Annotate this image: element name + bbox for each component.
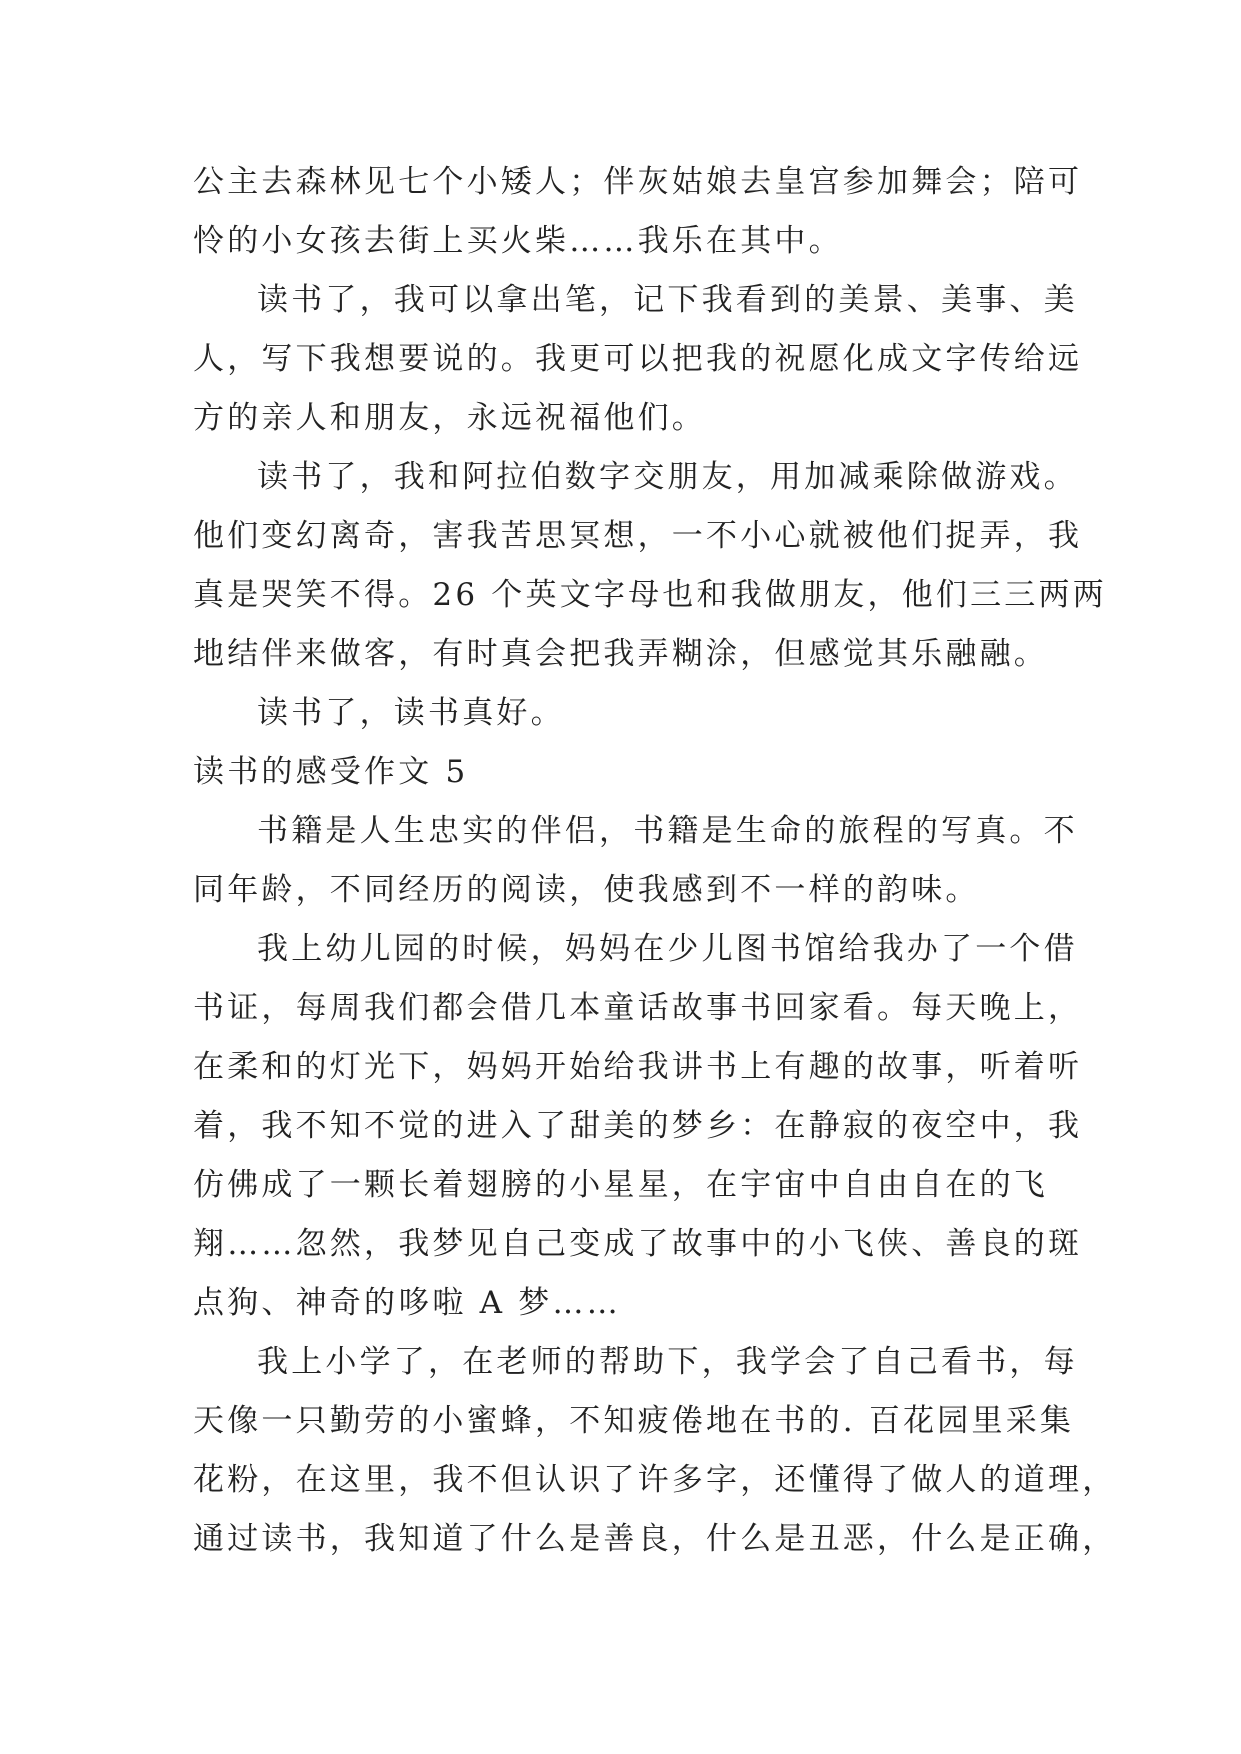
text-line: 他们变幻离奇，害我苦思冥想，一不小心就被他们捉弄，我 xyxy=(193,518,1083,554)
text-line: 在柔和的灯光下，妈妈开始给我讲书上有趣的故事，听着听 xyxy=(193,1049,1083,1085)
text-line: 地结伴来做客，有时真会把我弄糊涂，但感觉其乐融融。 xyxy=(193,636,1048,672)
text-line: 仿佛成了一颗长着翅膀的小星星，在宇宙中自由自在的飞 xyxy=(193,1167,1048,1203)
text-line: 同年龄，不同经历的阅读，使我感到不一样的韵味。 xyxy=(193,872,980,908)
text-line: 书证，每周我们都会借几本童话故事书回家看。每天晚上， xyxy=(193,990,1083,1026)
text-line: 怜的小女孩去街上买火柴……我乐在其中。 xyxy=(193,223,843,259)
paragraph-start: 读书了，读书真好。 xyxy=(257,695,565,731)
paragraph-start: 读书了，我可以拿出笔，记下我看到的美景、美事、美 xyxy=(257,282,1078,318)
paragraph-start: 我上幼儿园的时候，妈妈在少儿图书馆给我办了一个借 xyxy=(257,931,1078,967)
text-line: 翔……忽然，我梦见自己变成了故事中的小飞侠、善良的斑 xyxy=(193,1226,1083,1262)
text-line: 点狗、神奇的哆啦 A 梦…… xyxy=(193,1285,621,1321)
text-line: 着，我不知不觉的进入了甜美的梦乡：在静寂的夜空中，我 xyxy=(193,1108,1083,1144)
text-line: 真是哭笑不得。26 个英文字母也和我做朋友，他们三三两两 xyxy=(193,577,1107,613)
paragraph-start: 书籍是人生忠实的伴侣，书籍是生命的旅程的写真。不 xyxy=(257,813,1078,849)
text-line: 天像一只勤劳的小蜜蜂，不知疲倦地在书的. 百花园里采集 xyxy=(193,1403,1075,1439)
text-line: 通过读书，我知道了什么是善良，什么是丑恶，什么是正确， xyxy=(193,1521,1117,1557)
paragraph-start: 我上小学了，在老师的帮助下，我学会了自己看书，每 xyxy=(257,1344,1078,1380)
text-line: 人，写下我想要说的。我更可以把我的祝愿化成文字传给远 xyxy=(193,341,1083,377)
text-line: 方的亲人和朋友，永远祝福他们。 xyxy=(193,400,706,436)
text-line: 公主去森林见七个小矮人；伴灰姑娘去皇宫参加舞会；陪可 xyxy=(193,164,1083,200)
section-heading: 读书的感受作文 5 xyxy=(193,754,469,790)
text-line: 花粉，在这里，我不但认识了许多字，还懂得了做人的道理， xyxy=(193,1462,1117,1498)
paragraph-start: 读书了，我和阿拉伯数字交朋友，用加减乘除做游戏。 xyxy=(257,459,1078,495)
